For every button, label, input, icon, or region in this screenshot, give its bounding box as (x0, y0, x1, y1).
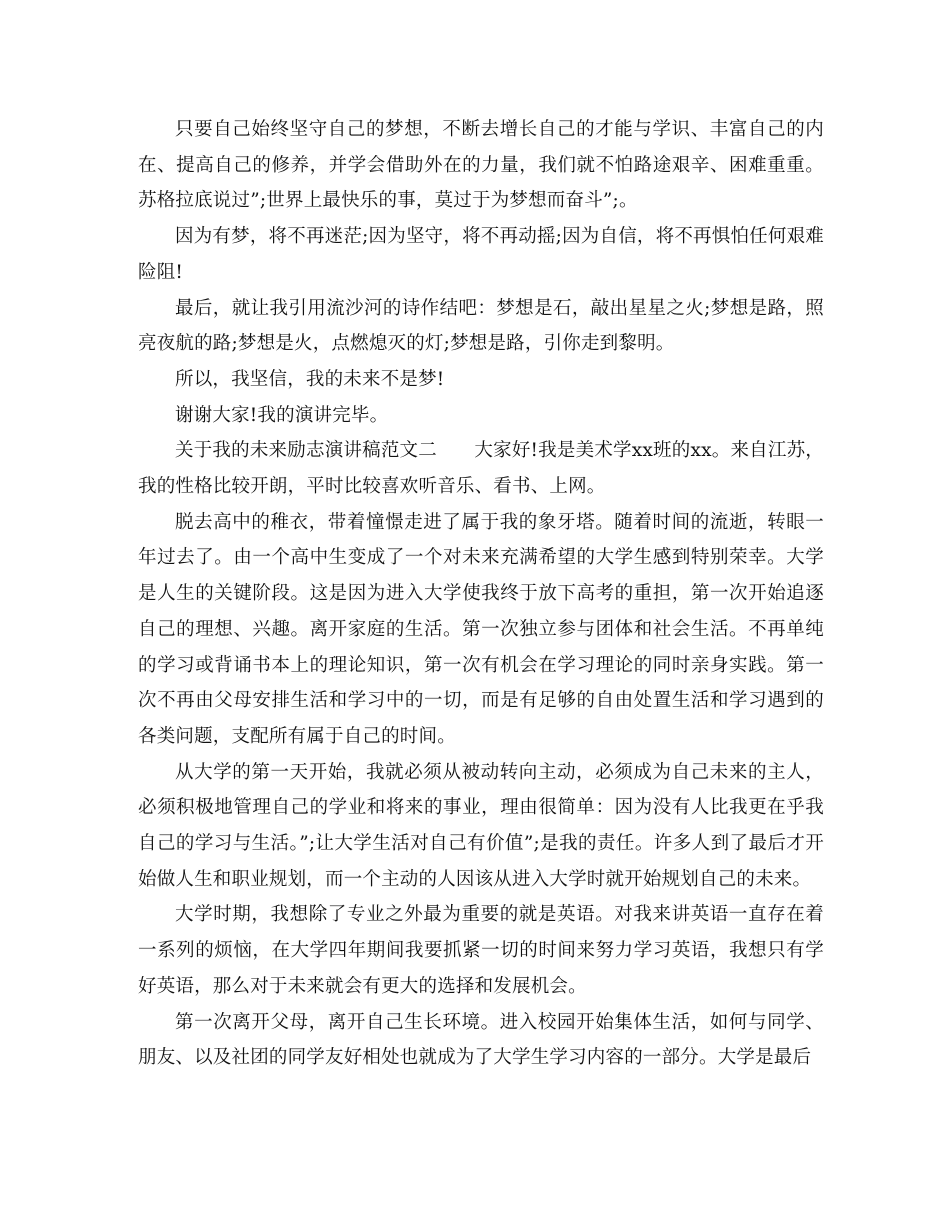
paragraph-first-day: 从大学的第一天开始，我就必须从被动转向主动，必须成为自己未来的主人，必须积极地管理自己的学业和将来的事业，理由很简单：因为没有人比我更在乎我自己的学习与生活。”;让大学生活对自己有价值”;是我的责任。许多人到了最后才开始做人生和职业规划，而一个主动的人因该从进入大学时就开始规划自己的未来。 (138, 761, 824, 890)
paragraph-dream-persistence: 只要自己始终坚守自己的梦想，不断去增长自己的才能与学识、丰富自己的内在、提高自己的修养，并学会借助外在的力量，我们就不怕路途艰辛、困难重重。苏格拉底说过”;世界上最快乐的事，莫过于为梦想而奋斗”;。 (138, 119, 824, 212)
paragraph-because-dream: 因为有梦，将不再迷茫;因为坚守，将不再动摇;因为自信，将不再惧怕任何艰难险阻! (138, 226, 824, 283)
document-body (138, 112, 824, 1076)
paragraph-believe-future: 所以，我坚信，我的未来不是梦! (175, 368, 445, 390)
paragraph-university-life: 脱去高中的稚衣，带着憧憬走进了属于我的象牙塔。随着时间的流逝，转眼一年过去了。由一个高中生变成了一个对未来充满希望的大学生感到特别荣幸。大学是人生的关键阶段。这是因为进入大学使我终于放下高考的重担，第一次开始追逐自己的理想、兴趣。离开家庭的生活。第一次独立参与团体和社会生活。不再单纯的学习或背诵书本上的理论知识，第一次有机会在学习理论的同时亲身实践。第一次不再由父母安排生活和学习中的一切，而是有足够的自由处置生活和学习遇到的各类问题，支配所有属于自己的时间。 (138, 511, 824, 747)
paragraph-leaving-parents: 第一次离开父母，离开自己生长环境。进入校园开始集体生活，如何与同学、朋友、以及社团的同学友好相处也就成为了大学生学习内容的一部分。大学是最后 (138, 1011, 824, 1069)
paragraph-speech-two-intro: 关于我的未来励志演讲稿范文二 大家好!我是美术学xx班的xx。来自江苏，我的性格比较开朗，平时比较喜欢听音乐、看书、上网。 (138, 440, 824, 498)
paragraph-english-study: 大学时期，我想除了专业之外最为重要的就是英语。对我来讲英语一直存在着一系列的烦恼，在大学四年期间我要抓紧一切的时间来努力学习英语，我想只有学好英语，那么对于未来就会有更大的选择和发展机会。 (138, 904, 824, 997)
paragraph-poem-quote: 最后，就让我引用流沙河的诗作结吧：梦想是石，敲出星星之火;梦想是路，照亮夜航的路;梦想是火，点燃熄灭的灯;梦想是路，引你走到黎明。 (138, 297, 824, 355)
paragraph-thanks: 谢谢大家!我的演讲完毕。 (175, 404, 389, 426)
